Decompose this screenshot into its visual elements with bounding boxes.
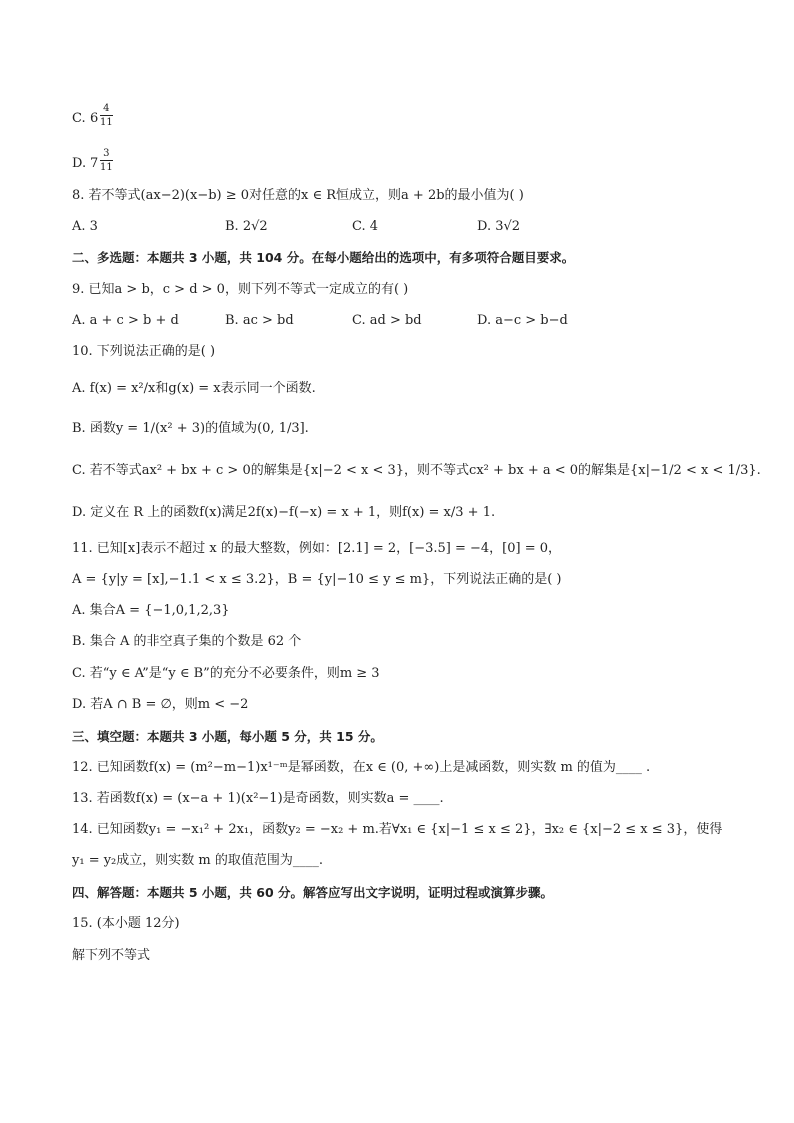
q8-option-a: A. 3 xyxy=(72,219,98,234)
mixed-number-whole: 6 xyxy=(90,111,99,126)
q9-options xyxy=(72,313,722,329)
q15-header: 15. (本小题 12分) xyxy=(72,916,180,931)
option-label: C. xyxy=(72,111,86,126)
q11-stem-line-2: A = {y|y = [x],−1.1 < x ≤ 3.2}，B = {y|−10 ≤ y ≤ m}，下列说法正确的是( ) xyxy=(72,572,562,587)
q11-option-b: B. 集合 A 的非空真子集的个数是 62 个 xyxy=(72,634,302,649)
q8-option-b: B. 2√2 xyxy=(225,219,268,234)
q11-option-a: A. 集合A = {−1,0,1,2,3} xyxy=(72,603,230,618)
q11-stem-line-1: 11. 已知[x]表示不超过 x 的最大整数，例如：[2.1] = 2，[−3.5] = −4，[0] = 0， xyxy=(72,541,561,556)
q11-option-d: D. 若A ∩ B = ∅，则m < −2 xyxy=(72,697,249,712)
fraction xyxy=(100,147,113,174)
q9-option-d: D. a−c > b−d xyxy=(477,313,568,328)
q11-option-c: C. 若“y ∈ A”是“y ∈ B”的充分不必要条件，则m ≥ 3 xyxy=(72,666,380,681)
q10-stem: 10. 下列说法正确的是( ) xyxy=(72,344,216,359)
q14-stem-line-1: 14. 已知函数y₁ = −x₁² + 2x₁，函数y₂ = −x₂ + m.若∀x₁ ∈ {x|−1 ≤ x ≤ 2}，∃x₂ ∈ {x|−2 ≤ x ≤ 3}，使得 xyxy=(72,822,723,837)
mixed-number-whole: 7 xyxy=(90,156,99,171)
fraction xyxy=(100,102,113,129)
q9-option-c: C. ad > bd xyxy=(352,313,422,328)
q8-option-d: D. 3√2 xyxy=(477,219,521,234)
q10-option-a: A. f(x) = x²/x和g(x) = x表示同一个函数. xyxy=(72,381,316,396)
fraction-denominator: 11 xyxy=(100,162,113,173)
option-label: D. xyxy=(72,156,87,171)
fraction-numerator: 4 xyxy=(100,102,113,116)
q9-option-a: A. a + c > b + d xyxy=(72,313,179,328)
q10-option-c: C. 若不等式ax² + bx + c > 0的解集是{x|−2 < x < 3}，则不等式cx² + bx + a < 0的解集是{x|−1/2 < x < 1/3}. xyxy=(72,463,761,478)
q12-stem: 12. 已知函数f(x) = (m²−m−1)x¹⁻ᵐ是幂函数，在x ∈ (0, +∞)上是减函数，则实数 m 的值为____ . xyxy=(72,760,651,775)
fraction-denominator: 11 xyxy=(100,117,113,128)
q10-option-b: B. 函数y = 1/(x² + 3)的值域为(0, 1/3]. xyxy=(72,421,309,436)
q10-option-d: D. 定义在 R 上的函数f(x)满足2f(x)−f(−x) = x + 1，则f(x) = x/3 + 1. xyxy=(72,505,496,520)
q8-options xyxy=(72,219,722,235)
fraction-numerator: 3 xyxy=(100,147,113,161)
q9-option-b: B. ac > bd xyxy=(225,313,294,328)
q9-stem: 9. 已知a > b，c > d > 0，则下列不等式一定成立的有( ) xyxy=(72,282,409,297)
q15-body: 解下列不等式 xyxy=(72,948,151,963)
q13-stem: 13. 若函数f(x) = (x−a + 1)(x²−1)是奇函数，则实数a = ____. xyxy=(72,791,444,806)
section-heading-multiple-choice: 二、多选题：本题共 3 小题，共 104 分。在每小题给出的选项中，有多项符合题目要求。 xyxy=(72,250,575,265)
section-heading-fill-in: 三、填空题：本题共 3 小题，每小题 5 分，共 15 分。 xyxy=(72,729,383,744)
section-heading-solutions: 四、解答题：本题共 5 小题，共 60 分。解答应写出文字说明，证明过程或演算步骤。 xyxy=(72,885,554,900)
q14-stem-line-2: y₁ = y₂成立，则实数 m 的取值范围为____. xyxy=(72,853,323,868)
q8-option-c: C. 4 xyxy=(352,219,379,234)
q8-stem: 8. 若不等式(ax−2)(x−b) ≥ 0对任意的x ∈ R恒成立，则a + 2b的最小值为( ) xyxy=(72,188,524,203)
